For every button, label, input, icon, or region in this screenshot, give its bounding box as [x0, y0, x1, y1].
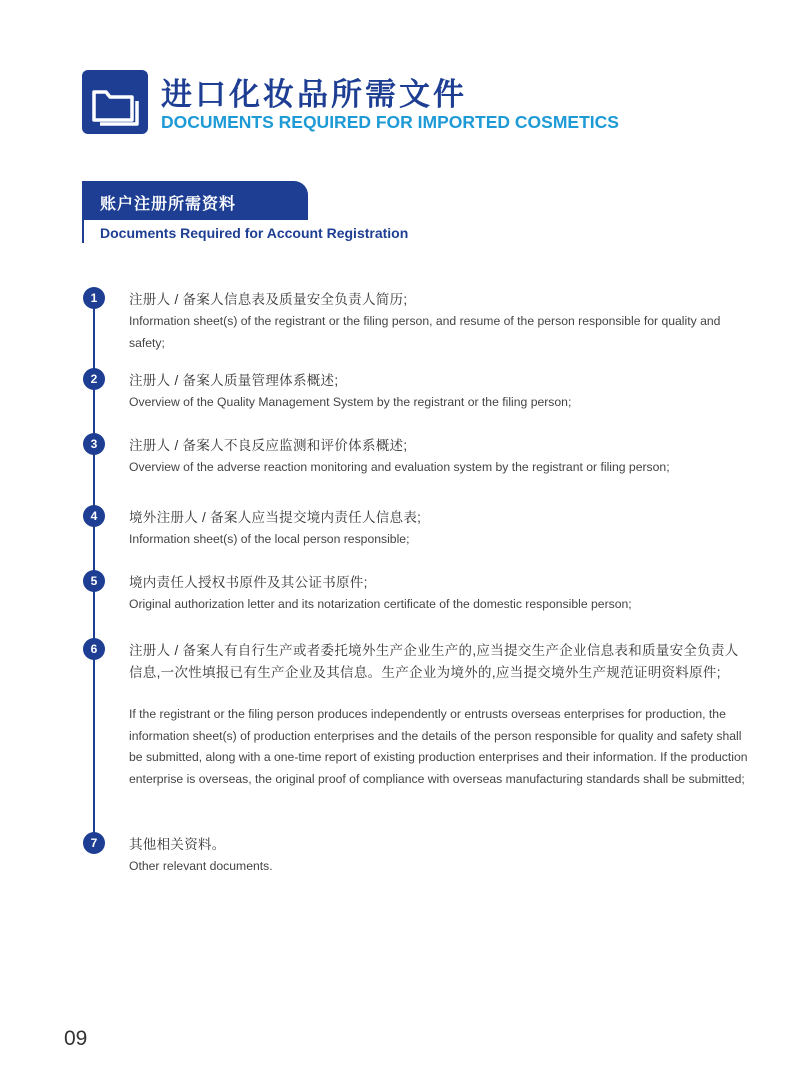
item-number-badge: 2	[83, 368, 105, 390]
item-text-english: Other relevant documents.	[129, 859, 273, 873]
item-text-english: If the registrant or the filing person produces independently or entrusts overseas enterprises for production, the information sheet(s) of production enterprises and the details of the person responsible for quality and safety shall be submitted, along with a one-time report of existing production enterprises and their information. If the production enterprise is overseas, the original proof of compliance with overseas manufacturing standards shall be submitted;	[129, 707, 748, 786]
item-text-english: Information sheet(s) of the registrant or the filing person, and resume of the person responsible for quality and safety;	[129, 314, 721, 350]
item-text-chinese: 其他相关资料。	[129, 837, 226, 852]
item-text-chinese: 注册人 / 备案人信息表及质量安全负责人简历;	[129, 292, 408, 307]
item-text-english: Overview of the Quality Management System by the registrant or the filing person;	[129, 395, 572, 409]
section-divider	[82, 219, 308, 220]
item-text-chinese: 注册人 / 备案人不良反应监测和评价体系概述;	[129, 438, 408, 453]
page-title-english: DOCUMENTS REQUIRED FOR IMPORTED COSMETICS	[161, 112, 619, 132]
item-text-chinese: 境内责任人授权书原件及其公证书原件;	[129, 575, 368, 590]
item-text-chinese: 注册人 / 备案人质量管理体系概述;	[129, 373, 339, 388]
item-text-english: Original authorization letter and its notarization certificate of the domestic responsible person;	[129, 597, 632, 611]
item-text-english: Information sheet(s) of the local person responsible;	[129, 532, 410, 546]
page-number: 09	[64, 1027, 88, 1050]
section-subtitle: Documents Required for Account Registration	[100, 225, 409, 241]
item-number-badge: 3	[83, 433, 105, 455]
item-number-badge: 5	[83, 570, 105, 592]
item-number-badge: 7	[83, 832, 105, 854]
item-text-chinese: 注册人 / 备案人有自行生产或者委托境外生产企业生产的,应当提交生产企业信息表和质量安全负责人信息,一次性填报已有生产企业及其信息。生产企业为境外的,应当提交境外生产规范证明资料原件;	[129, 643, 739, 680]
section-tab-label: 账户注册所需资料	[100, 196, 237, 213]
item-number-badge: 4	[83, 505, 105, 527]
section-accent-bar	[82, 219, 84, 243]
item-text-chinese: 境外注册人 / 备案人应当提交境内责任人信息表;	[129, 510, 422, 525]
item-number-badge: 6	[83, 638, 105, 660]
item-text-english: Overview of the adverse reaction monitoring and evaluation system by the registrant or filing person;	[129, 460, 670, 474]
folder-documents-icon	[82, 70, 148, 134]
page-title-chinese: 进口化妆品所需文件	[161, 77, 467, 112]
item-number-badge: 1	[83, 287, 105, 309]
